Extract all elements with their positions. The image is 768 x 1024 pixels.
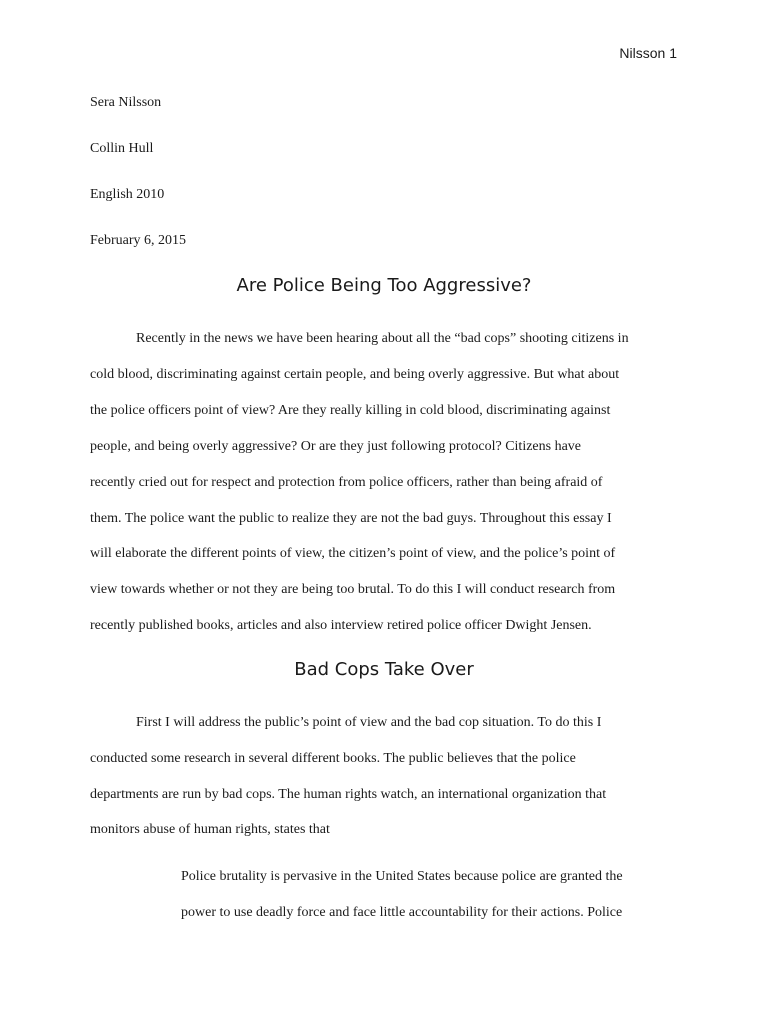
section-line: departments are run by bad cops. The human rights watch, an international organization that [90, 787, 607, 802]
intro-line: view towards whether or not they are being too brutal. To do this I will conduct research from [90, 582, 616, 597]
intro-line: the police officers point of view? Are they really killing in cold blood, discriminating against [90, 403, 611, 418]
block-quote-line: power to use deadly force and face little accountability for their actions. Police [181, 905, 623, 920]
intro-line: will elaborate the different points of view, the citizen’s point of view, and the police’s point of [90, 546, 616, 561]
intro-line: them. The police want the public to realize they are not the bad guys. Throughout this essay I [90, 511, 612, 526]
section-line: conducted some research in several different books. The public believes that the police [90, 751, 576, 766]
course-name: English 2010 [90, 187, 165, 202]
intro-line: cold blood, discriminating against certain people, and being overly aggressive. But what about [90, 367, 620, 382]
section-heading: Bad Cops Take Over [294, 659, 474, 680]
block-quote-line: Police brutality is pervasive in the United States because police are granted the [181, 869, 623, 884]
intro-line: recently cried out for respect and protection from police officers, rather than being afraid of [90, 475, 603, 490]
intro-line: people, and being overly aggressive? Or are they just following protocol? Citizens have [90, 439, 582, 454]
section-line: monitors abuse of human rights, states that [90, 822, 330, 837]
essay-title: Are Police Being Too Aggressive? [236, 275, 532, 296]
section-line: First I will address the public’s point of view and the bad cop situation. To do this I [136, 715, 602, 730]
intro-line: Recently in the news we have been hearing about all the “bad cops” shooting citizens in [136, 331, 629, 346]
date: February 6, 2015 [90, 233, 187, 248]
intro-line: recently published books, articles and also interview retired police officer Dwight Jensen. [90, 618, 592, 633]
running-head: Nilsson 1 [619, 45, 677, 61]
instructor-name: Collin Hull [90, 141, 154, 156]
author-name: Sera Nilsson [90, 95, 162, 110]
